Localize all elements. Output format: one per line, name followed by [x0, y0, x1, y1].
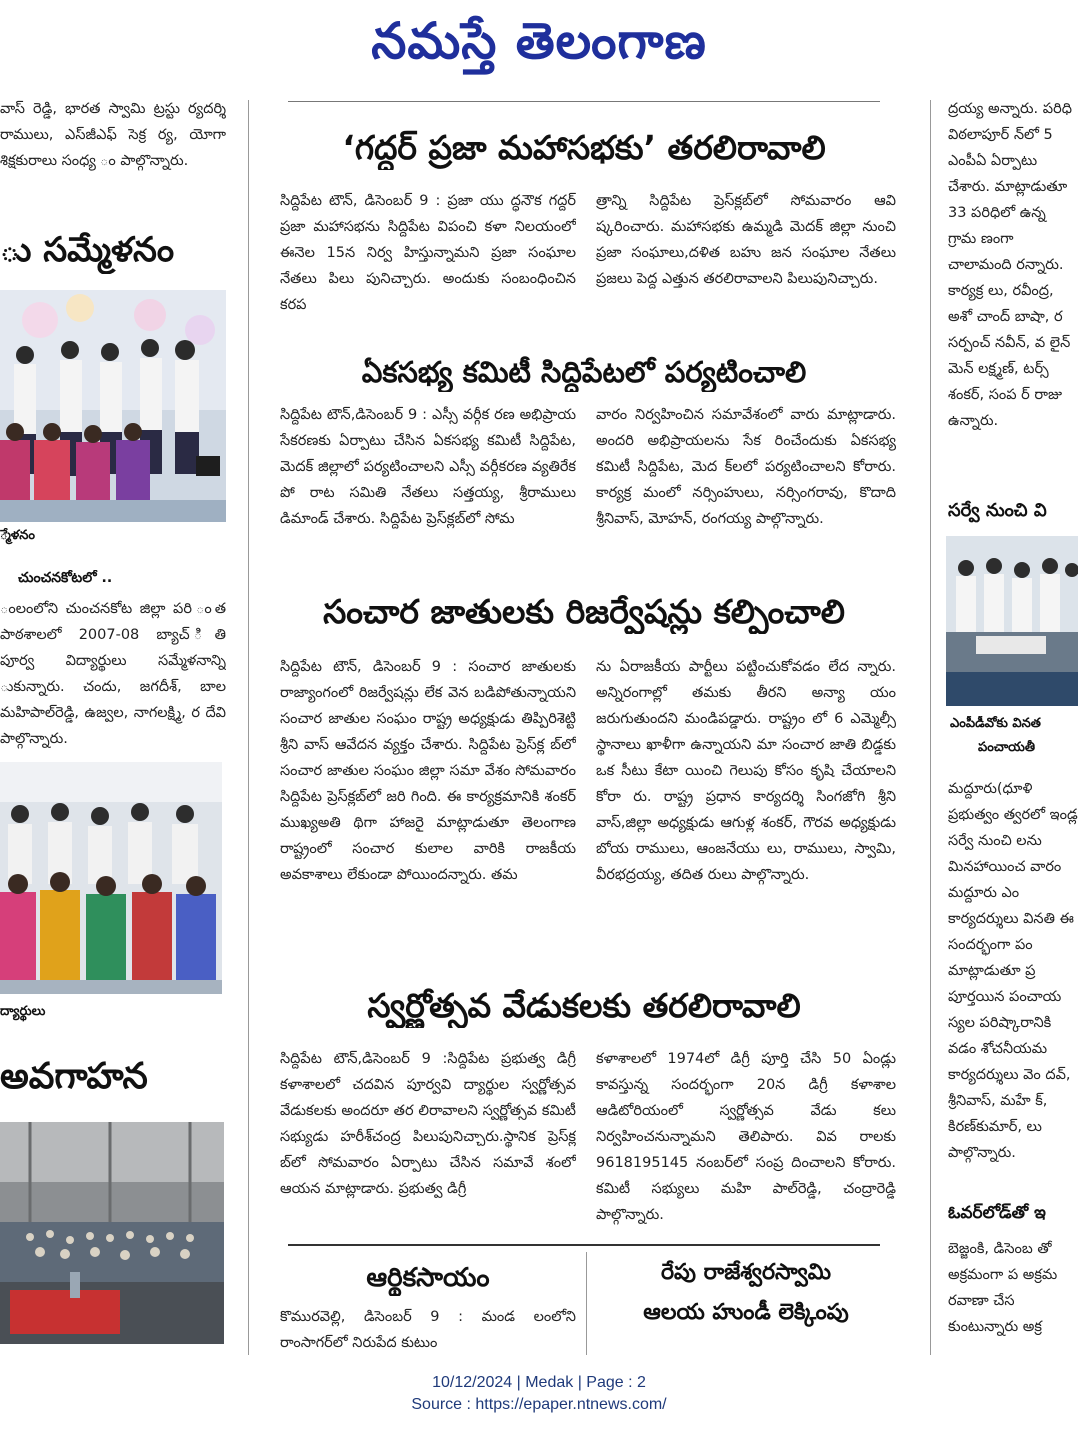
article-3-headline: సంచార జాతులకు రిజర్వేషన్లు కల్పించాలి — [323, 592, 845, 631]
right-photo — [946, 536, 1078, 706]
right-headline-2: ఓవర్‌లోడ్‌తో ఇ — [948, 1203, 1046, 1223]
article-6-headline-2: ఆలయ హుండీ లెక్కింపు — [643, 1300, 849, 1325]
article-3-col-2: ను ఏరాజకీయ పార్టీలు పట్టించుకోవడం లేద న్నారు. అన్నిరంగాల్లో తమకు తీరని అన్యా యం జరుగుతుందని మండిపడ్డారు. రాష్ట్రం లో 6 ఎమ్మెల్సీ స్థానాలు ఖాళీగా ఉన్నాయని మా సంచార జాతి బిడ్డకు ఒక సీటు కేటా యించి గెలుపు కోసం కృషి చేయాలని కోరా రు. రాష్ట్ర ప్రధాన కార్యదర్శి సింగజోగి శ్రీని వాస్,జిల్లా అధ్యక్షుడు ఆగుళ్ల శంకర్, గౌరవ అధ్యక్షుడు బోయ రాములు, ఆంజనేయు లు, రాములు, స్వామి, వీరభద్రయ్య, తదిత రులు పాల్గొన్నారు. — [596, 659, 896, 883]
footer-date-line: 10/12/2024 | Medak | Page : 2 — [432, 1374, 646, 1391]
left-headline-1: ు సమ్మేళనం — [0, 230, 175, 270]
article-5-headline: ఆర్థికసాయం — [366, 1263, 490, 1293]
right-caption-2: పంచాయతీ — [978, 740, 1036, 755]
article-1-headline: ‘గద్దర్ ప్రజా మహాసభకు’ తరలిరావాలి — [342, 128, 826, 167]
article-1-col-1: సిద్దిపేట టౌన్, డిసెంబర్ 9 : ప్రజా యు ద్ధనౌక గద్దర్ ప్రజా మహాసభను సిద్దిపేట విపంచి కళా నిలయంలో ఈనెల 15న నిర్వ హిస్తున్నామని ప్రజా సంఘాల నేతలు పిలు పునిచ్చారు. అందుకు సంబంధించిన కరప — [280, 193, 576, 313]
article-2-col-2: వారం నిర్వహించిన సమావేశంలో వారు మాట్లాడారు. అందరి అభిప్రాయలను సేక రించేందుకు ఏకసభ్య కమిటీ సిద్దిపేట, మెద క్‌లలో పర్యటించాలని కోరారు. కార్యక్ర మంలో నర్సింహులు, నర్సింగరావు, కొదాది శ్రీనివాస్, మోహన్, రంగయ్య పాల్గొన్నారు. — [596, 407, 896, 527]
article-5-text: కొమురవెల్లి, డిసెంబర్ 9 : మండ లంలోని రాంసాగర్‌లో నిరుపేద కుటుం — [280, 1309, 576, 1351]
left-top-text: వాస్ రెడ్డి, భారత స్వామి ట్రస్టు ర్యదర్శి రాములు, ఎస్‌జీఎఫ్ సెక్ర ర్య, యోగా శిక్షకురాలు సంధ్య ం పాల్గొన్నారు. — [0, 101, 226, 169]
article-1-col-2: త్రాన్ని సిద్దిపేట ప్రెస్‌క్లబ్‌లో సోమవారం ఆవి ష్కరించారు. మహాసభకు ఉమ్మడి మెదక్ జిల్లా నుంచి ప్రజా సంఘాలు,దళిత బహు జన సంఘాల నేతలు ప్రజలు పెద్ద ఎత్తున తరలిరావాలని పిలుపునిచ్చారు. — [596, 193, 896, 287]
article-4-col-2: కళాశాలలో 1974లో డిగ్రీ పూర్తి చేసి 50 ఏండ్లు కావస్తున్న సందర్భంగా 20న డిగ్రీ కళాశాల ఆడిటోరియంలో స్వర్ణోత్సవ వేడు కలు నిర్వహించనున్నామని తెలిపారు. వివ రాలకు 9618195145 నంబర్‌లో సంప్ర దించాలని కోరారు. కమిటీ సభ్యులు మహి పాల్‌రెడ్డి, చంద్రారెడ్డి పాల్గొన్నారు. — [596, 1051, 896, 1223]
bottom-section-rule — [288, 1244, 880, 1246]
article-4-col-1: సిద్దిపేట టౌన్,డిసెంబర్ 9 :సిద్దిపేట ప్రభుత్వ డిగ్రీ కళాశాలలో చదవిన పూర్వవి ద్యార్థుల స్వర్ణోత్సవ వేడుకలకు అందరూ తర లిరావాలని స్వర్ణోత్సవ కమిటీ సభ్యుడు హరీశ్‌చంద్ర పిలుపునిచ్చారు.స్థానిక ప్రెస్‌క్ల బ్‌లో సోమవారం ఏర్పాటు చేసిన సమావే శంలో ఆయన మాట్లాడారు. ప్రభుత్వ డిగ్రీ — [280, 1051, 576, 1197]
column-divider-left — [248, 100, 249, 1355]
article-2-headline: ఏకసభ్య కమిటీ సిద్దిపేటలో పర్యటించాలి — [361, 355, 807, 389]
masthead: నమస్తే తెలంగాణ — [371, 12, 707, 70]
left-photo-2 — [0, 762, 222, 994]
article-3-col-1: సిద్దిపేట టౌన్, డిసెంబర్ 9 : సంచార జాతులకు రాజ్యాంగంలో రిజర్వేషన్లు లేక వెన బడిపోతున్నాయని సంచార జాతుల సంఘం రాష్ట్ర అధ్యక్షుడు తిప్పిరిశెట్టి శ్రీని వాస్ ఆవేదన వ్యక్తం చేశారు. సిద్దిపేట ప్రెస్‌క్ల బ్‌లో సంచార జాతుల సంఘం జిల్లా సమా వేశం సోమవారం సిద్దిపేట ప్రెస్‌క్లబ్‌లో జరి గింది. ఈ కార్యక్రమానికి శంకర్ ముఖ్యఅతి థిగా హాజరై మాట్లాడుతూ తెలంగాణ రాష్ట్రంలో సంచార కులాల వారికి రాజకీయ అవకాశాలు లేకుండా పోయిందన్నారు. తమ — [280, 659, 576, 883]
article-6-headline-1: రేపు రాజేశ్వరస్వామి — [660, 1260, 832, 1285]
bottom-section-divider — [586, 1252, 587, 1355]
footer-source-line: Source : https://epaper.ntnews.com/ — [411, 1396, 667, 1413]
column-divider-right — [930, 100, 931, 1355]
top-rule — [288, 101, 880, 102]
left-photo-3 — [0, 1122, 224, 1344]
left-subhead: చుంచనకోటలో .. — [18, 570, 113, 586]
right-text-2: మద్దూరు(ధూళి ప్రభుత్వం త్వరలో ఇండ్ల సర్వే నుంచి లను మినహాయించ వారం మద్దూరు ఎం కార్యదర్శులు వినతి ఈ సందర్భంగా పం మాట్లాడుతూ ప్ర పూర్తయిన పంచాయ స్యల పరిష్కారానికి వడం శోచనీయమ కార్యదర్శులు వెం దవ్, శ్రీనివాస్, మహే క్, కిరణ్‌కుమార్, లు పాల్గొన్నారు. — [948, 781, 1078, 1161]
right-text-3: బెజ్జంకి, డిసెంబ తో అక్రమంగా ప అక్రమ రవాణా చేస కుంటున్నారు అక్ర — [948, 1241, 1058, 1335]
article-2-col-1: సిద్దిపేట టౌన్,డిసెంబర్ 9 : ఎస్సీ వర్గీక రణ అభిప్రాయ సేకరణకు ఏర్పాటు చేసిన ఏకసభ్య కమిటీ సిద్దిపేట, మెదక్ జిల్లాలో పర్యటించాలని ఎస్సీ వర్గీకరణ వ్యతిరేక పో రాట సమితి నేతలు సత్తయ్య, శ్రీరాములు డిమాండ్ చేశారు. సిద్దిపేట ప్రెస్‌క్లబ్‌లో సోమ — [280, 407, 576, 527]
left-caption-1: ్మేళనం — [0, 528, 35, 543]
left-caption-2: ద్యార్థులు — [0, 1004, 46, 1019]
right-headline-1: సర్వే నుంచి వి — [948, 500, 1047, 521]
right-text-1: ద్రయ్య అన్నారు. పరిధి విఠలాపూర్ న్‌లో 5 ఎంపీఏ ఏర్పాటు చేశారు. మాట్లాడుతూ 33 పరిధిలో ఉన్న గ్రామ ణంగా చాలామంది రన్నారు. కార్యక్ర లు, రవీంద్ర, అశో చాంద్ బాషా, ర సర్పంచ్ నవీన్, వ లైన్ మెన్ లక్ష్మణ్, టర్స్ శంకర్, సంప ర్ రాజు ఉన్నారు. — [948, 101, 1072, 429]
article-4-headline: స్వర్ణోత్సవ వేడుకలకు తరలిరావాలి — [367, 986, 801, 1025]
right-caption-1: ఎంపీడీవోకు వినత — [950, 716, 1041, 731]
left-photo-1 — [0, 290, 226, 522]
left-text-2: ంలంలోని చుంచనకోట జిల్లా పరి ంత పాఠశాలలో 2007-08 బ్యాచ్ ితి పూర్వ విద్యార్థులు సమ్మేళనాన్ని ుకున్నారు. చందు, జగదీశ్, బాల మహిపాల్‌రెడ్డి, ఉజ్వల, నాగలక్ష్మి, ర దేవి పాల్గొన్నారు. — [0, 601, 226, 747]
left-headline-2: అవగాహన — [0, 1056, 148, 1097]
